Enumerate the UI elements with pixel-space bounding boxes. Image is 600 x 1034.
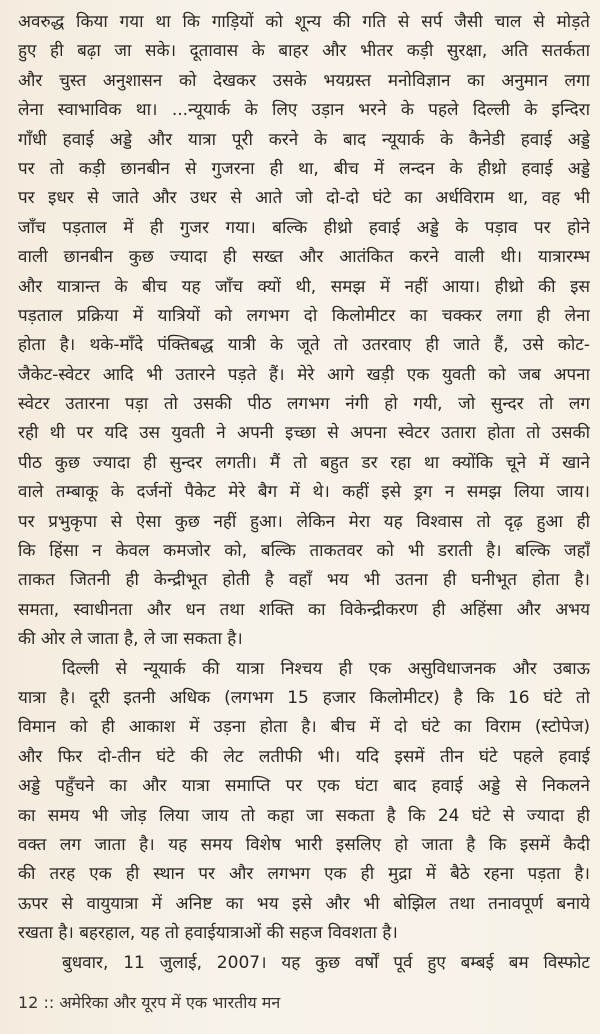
text-line: गाँधी हवाई अड्डे और यात्रा पूरी करने के बाद न्यूयार्क के कैनेडी हवाई अड्डे — [18, 129, 590, 150]
text-line: अवरुद्ध किया गया था कि गाड़ियों को शून्य की गति से सर्प जैसी चाल से मोड़ते — [18, 12, 590, 32]
text-line: जैकेट-स्वेटर आदि भी उतारने पड़ते हैं। मेरे आगे खड़ी एक युवती को जब अपना — [18, 364, 590, 385]
paragraph-start-line: दिल्ली से न्यूयार्क की यात्रा निश्चय ही एक असुविधाजनक और उबाऊ — [62, 658, 590, 679]
text-line: स्वेटर उतारना पड़ा तो उसकी पीठ लगभग नंगी हो गयी, जो सुन्दर तो लग — [18, 394, 590, 415]
text-line: पर तो कड़ी छानबीन से गुजरना ही था, बीच में लन्दन के हीथ्रो हवाई अड्डे — [18, 158, 590, 179]
text-line: ताकत जितनी ही केन्द्रीभूत होती है वहाँ भय भी उतना ही घनीभूत होता है। — [18, 570, 590, 591]
page-footer: 12 :: अमेरिका और यूरप में एक भारतीय मन — [18, 993, 281, 1012]
text-line: वाले तम्बाकू के दर्जनों पैकेट मेरे बैग में थे। कहीं इसे ड्रग न समझ लिया जाय। — [18, 482, 590, 503]
text-line: यात्रा है। दूरी इतनी अधिक (लगभग 15 हजार किलोमीटर) है कि 16 घंटे तो — [18, 687, 590, 708]
text-line: पर प्रभुकृपा से ऐसा कुछ नहीं हुआ। लेकिन मेरा यह विश्वास तो दृढ़ हुआ ही — [18, 511, 590, 532]
text-line: का समय भी जोड़ लिया जाय तो कहा जा सकता है कि 24 घंटे से ज्यादा ही — [18, 805, 590, 826]
text-line: पीठ कुछ ज्यादा ही सुन्दर लगती। मैं तो बहुत डर रहा था क्योंकि चूने में खाने — [18, 452, 590, 473]
text-line: ऊपर से वायुयात्रा में अनिष्ट का भय इसे और भी बोझिल तथा तनावपूर्ण बनाये — [18, 893, 590, 914]
text-line: अड्डे पहुँचने का और यात्रा समाप्ति पर एक घंटा बाद हवाई अड्डे से निकलने — [18, 776, 590, 797]
text-line: हुए ही बढ़ा जा सके। दूतावास के बाहर और भीतर कड़ी सुरक्षा, अति सतर्कता — [18, 41, 590, 62]
text-line: लेना स्वाभाविक था। ...न्यूयार्क के लिए उड़ान भरने के पहले दिल्ली के इन्दिरा — [18, 100, 590, 121]
text-line: वाली छानबीन कुछ ज्यादा ही सख्त और आतंकित करने वाली थी। यात्रारम्भ — [18, 247, 590, 268]
text-line: विमान को ही आकाश में उड़ना होता है। बीच में दो घंटे का विराम (स्टोपेज) — [18, 717, 590, 738]
text-line: जाँच पड़ताल में ही गुजर गया। बल्कि हीथ्रो हवाई अड्डे के पड़ाव पर होने — [18, 217, 590, 238]
text-line: की ओर ले जाता है, ले जा सकता है। — [18, 629, 243, 650]
text-line: समता, स्वाधीनता और धन तथा शक्ति का विकेन्द्रीकरण ही अहिंसा और अभय — [18, 599, 590, 620]
body-text — [18, 8, 590, 978]
text-line: पड़ताल प्रक्रिया में यात्रियों को लगभग दो किलोमीटर का चक्कर लगा ही लेना — [18, 305, 590, 326]
text-line: कि हिंसा न केवल कमजोर को, बल्कि ताकतवर को भी डराती है। बल्कि जहाँ — [18, 541, 590, 562]
paragraph-start-line: बुधवार, 11 जुलाई, 2007। यह कुछ वर्षों पूर्व हुए बम्बई बम विस्फोट — [62, 952, 590, 973]
text-line: वक्त लग जाता है। यह समय विशेष भारी इसलिए हो जाता है कि इसमें कैदी — [18, 834, 590, 855]
text-line: की तरह एक ही स्थान पर और लगभग एक ही मुद्रा में बैठे रहना पड़ता है। — [18, 864, 590, 885]
text-line: पर इधर से जाते और उधर से आते जो दो-दो घंटे का अर्धविराम था, वह भी — [18, 188, 590, 209]
text-line: और फिर दो-तीन घंटे की लेट लतीफी भी। यदि इसमें तीन घंटे पहले हवाई — [18, 746, 590, 767]
text-line: होता है। थके-माँदे पंक्तिबद्ध यात्री के जूते तो उतरवाए ही जाते हैं, उसे कोट- — [18, 335, 590, 356]
text-line: और चुस्त अनुशासन को देखकर उसके भयग्रस्त मनोविज्ञान का अनुमान लगा — [18, 70, 590, 91]
text-line: रही थी पर यदि उस युवती ने अपनी इच्छा से अपना स्वेटर उतारा होता तो उसकी — [18, 423, 590, 444]
text-line: रखता है। बहरहाल, यह तो हवाईयात्राओं की सहज विवशता है। — [18, 923, 398, 944]
text-line: और यात्रान्त के बीच यह जाँच क्यों थी, समझ में नहीं आया। हीथ्रो की इस — [18, 276, 590, 297]
